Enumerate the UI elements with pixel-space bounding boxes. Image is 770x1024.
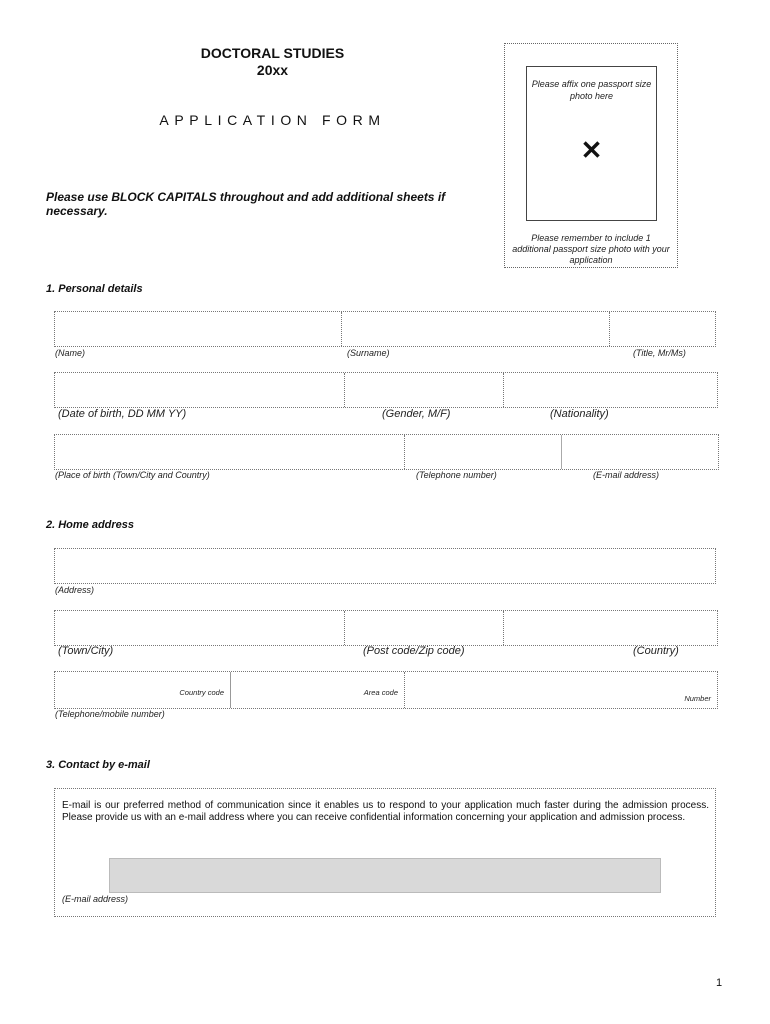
personal-row-3 bbox=[54, 434, 719, 470]
postcode-label: (Post code/Zip code) bbox=[363, 645, 465, 657]
phone-label: (Telephone number) bbox=[416, 470, 497, 480]
address-label: (Address) bbox=[55, 585, 95, 595]
form-title: APPLICATION FORM bbox=[159, 112, 386, 128]
close-icon: ✕ bbox=[580, 135, 603, 165]
email-label-personal: (E-mail address) bbox=[593, 470, 660, 480]
telephone-label: (Telephone/mobile number) bbox=[55, 709, 165, 719]
photo-area bbox=[504, 43, 678, 268]
photo-affix-text: Please affix one passport size photo here bbox=[531, 79, 652, 101]
personal-row-1 bbox=[54, 311, 716, 347]
country-label: (Country) bbox=[633, 645, 679, 657]
photo-box[interactable] bbox=[526, 66, 657, 221]
surname-field[interactable] bbox=[341, 312, 609, 346]
area-code-label: Area code bbox=[363, 688, 398, 697]
address-field[interactable] bbox=[54, 548, 716, 584]
email-input-label: (E-mail address) bbox=[62, 894, 129, 904]
title-label: (Title, Mr/Ms) bbox=[633, 348, 686, 358]
section-email-contact-title: 3. Contact by e-mail bbox=[46, 759, 150, 771]
name-label: (Name) bbox=[55, 348, 86, 358]
section-home-address-title: 2. Home address bbox=[46, 519, 135, 531]
email-field-personal[interactable] bbox=[561, 435, 718, 469]
section-personal-details-title: 1. Personal details bbox=[46, 283, 143, 295]
surname-label: (Surname) bbox=[347, 348, 390, 358]
page-number: 1 bbox=[716, 977, 723, 989]
country-code-field[interactable] bbox=[55, 672, 230, 708]
title-line-1: DOCTORAL STUDIES bbox=[200, 45, 345, 61]
address-row-2 bbox=[54, 610, 718, 646]
gender-field[interactable] bbox=[344, 373, 503, 407]
town-field[interactable] bbox=[55, 611, 344, 645]
telephone-row bbox=[54, 671, 718, 709]
instructions: Please use BLOCK CAPITALS throughout and add additional sheets if necessary. bbox=[46, 190, 446, 218]
number-field[interactable] bbox=[404, 672, 717, 708]
photo-reminder: Please remember to include 1 additional passport size photo with your application bbox=[512, 233, 670, 265]
country-field[interactable] bbox=[503, 611, 717, 645]
title-field[interactable] bbox=[609, 312, 715, 346]
dob-field[interactable] bbox=[55, 373, 344, 407]
area-code-field[interactable] bbox=[230, 672, 404, 708]
personal-row-2 bbox=[54, 372, 718, 408]
number-label: Number bbox=[684, 694, 711, 703]
email-input[interactable] bbox=[109, 858, 661, 893]
birthplace-field[interactable] bbox=[55, 435, 404, 469]
title-line-2: 20xx bbox=[256, 62, 289, 78]
email-contact-paragraph: E-mail is our preferred method of communication since it enables us to respond to your application much faster during the admission process. Please provide us with an e-mail address where you can receive confidential information concerning your application and admission process. bbox=[62, 800, 709, 823]
nationality-field[interactable] bbox=[503, 373, 717, 407]
gender-label: (Gender, M/F) bbox=[382, 408, 451, 420]
nationality-label: (Nationality) bbox=[550, 408, 609, 420]
town-label: (Town/City) bbox=[58, 645, 114, 657]
name-field[interactable] bbox=[55, 312, 341, 346]
phone-field[interactable] bbox=[404, 435, 561, 469]
birthplace-label: (Place of birth (Town/City and Country) bbox=[55, 470, 210, 480]
country-code-label: Country code bbox=[179, 688, 224, 697]
postcode-field[interactable] bbox=[344, 611, 503, 645]
dob-label: (Date of birth, DD MM YY) bbox=[58, 408, 187, 420]
